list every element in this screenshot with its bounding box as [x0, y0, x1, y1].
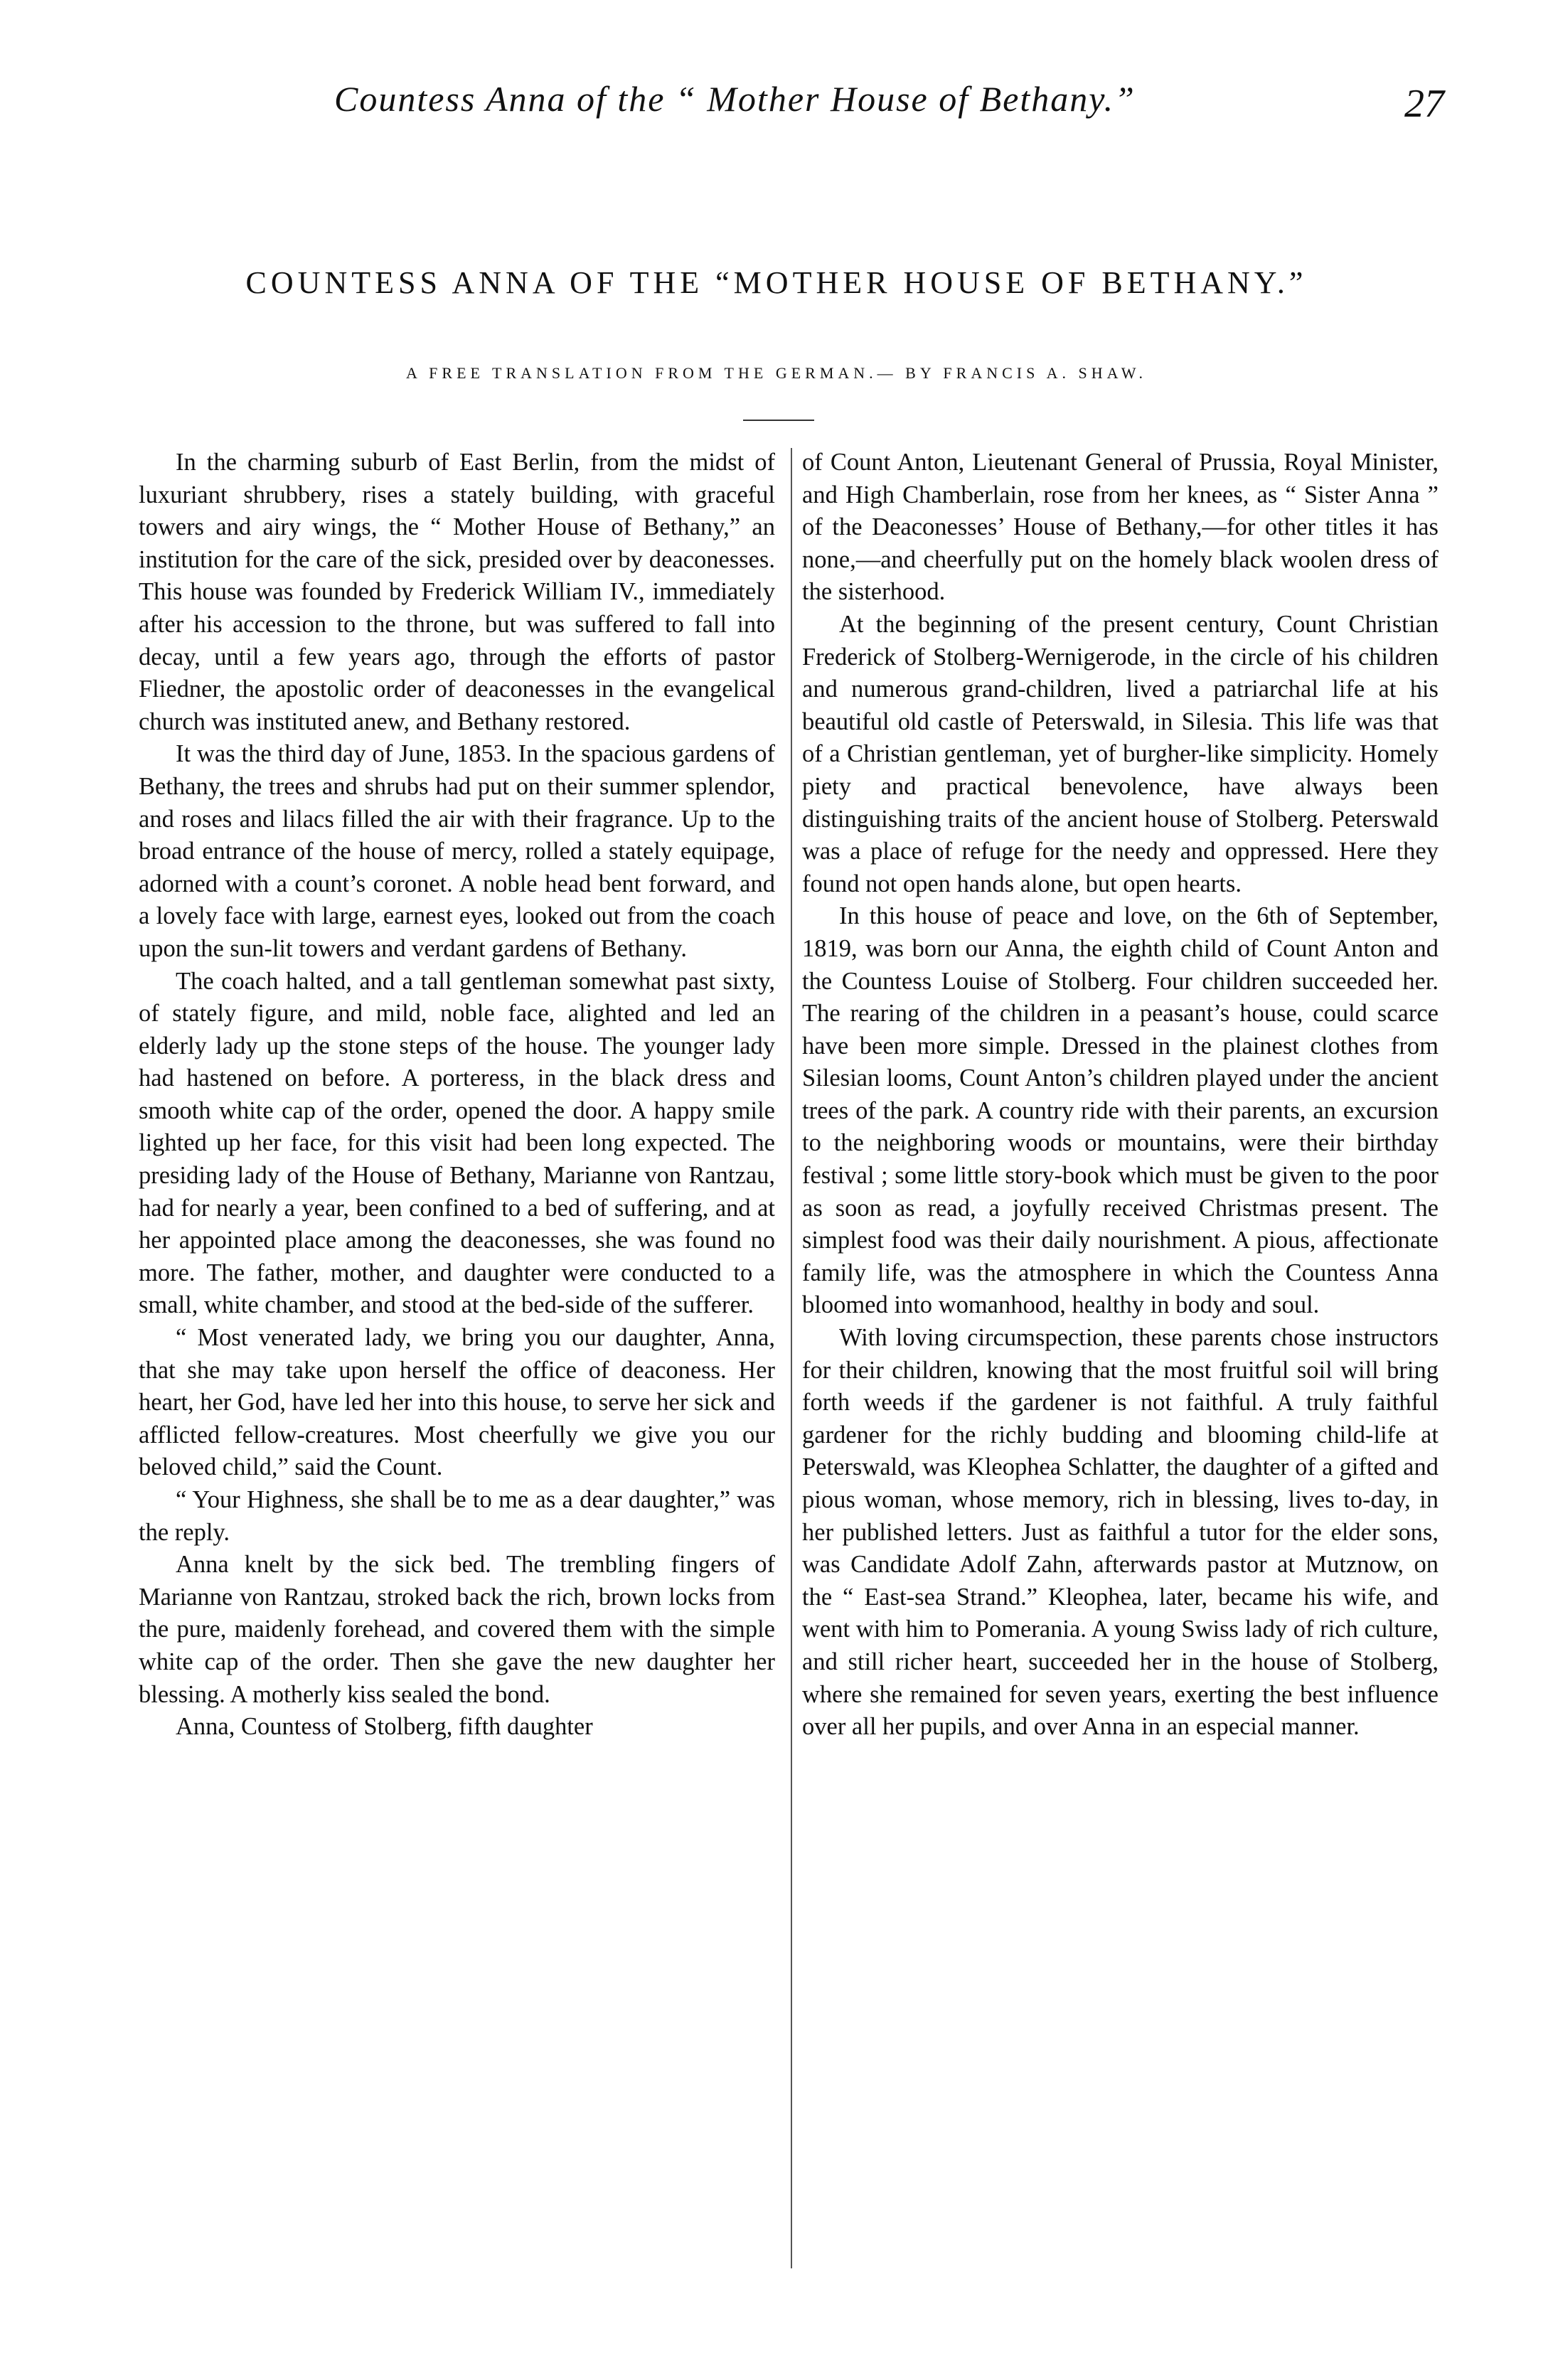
paragraph: It was the third day of June, 1853. In the spacious gardens of Bethany, the trees and shrubs had put on their summer splendor, and roses and lilacs filled the air with their fragrance. Up to the broad entrance of the house of mercy, rolled a stately equipage, adorned with a count’s coronet. A noble head bent forward, and a lovely face with large, earnest eyes, looked out from the coach upon the sun-lit towers and verdant gardens of Bethany. [139, 740, 775, 962]
paragraph: In the charming suburb of East Berlin, from the midst of luxuriant shrubbery, rises a stately building, with graceful towers and airy wings, the “ Mother House of Bethany,” an institution for the care of the sick, presided over by deaconesses. This house was founded by Frederick William IV., immediately after his accession to the throne, but was suffered to fall into decay, until a few years ago, through the efforts of pastor Fliedner, the apostolic order of deaconesses in the evangelical church was instituted anew, and Bethany restored. [139, 449, 775, 735]
left-column [139, 447, 775, 1744]
paragraph: The coach halted, and a tall gentleman somewhat past sixty, of stately figure, and mild, noble face, alighted and led an elderly lady up the stone steps of the house. The younger lady had hastened on before. A porteress, in the black dress and smooth white cap of the order, opened the door. A happy smile lighted up her face, for this visit had been long expected. The presiding lady of the House of Bethany, Marianne von Rantzau, had for nearly a year, been confined to a bed of suffering, and at her appointed place among the deaconesses, she was found no more. The father, mother, and daughter were conducted to a small, white chamber, and stood at the bed-side of the sufferer. [139, 967, 775, 1319]
paragraph: Anna knelt by the sick bed. The trembling fingers of Marianne von Rantzau, stroked back the rich, brown locks from the pure, maidenly forehead, and covered them with the simple white cap of the order. Then she gave the new daughter her blessing. A motherly kiss sealed the bond. [139, 1551, 775, 1708]
right-column [802, 447, 1439, 1744]
title-rule [743, 420, 814, 421]
byline: A FREE TRANSLATION FROM THE GERMAN.— BY FRANCIS A. SHAW. [405, 364, 1147, 382]
running-head [0, 71, 1553, 135]
column-divider [791, 448, 792, 2268]
running-title: Countess Anna of the “ Mother House of Bethany.” [334, 79, 1136, 119]
paragraph: In this house of peace and love, on the 6th of September, 1819, was born our Anna, the eighth child of Count Anton and the Countess Louise of Stolberg. Four children succeeded her. The rearing of the children in a peasant’s house, could scarce have been more simple. Dressed in the plainest clothes from Silesian looms, Count Anton’s children played under the ancient trees of the park. A country ride with their parents, an excursion to the neighboring woods or mountains, were their birthday festival ; some little story-book which must be given to the poor as soon as read, a joyfully received Christmas present. The simplest food was their daily nourishment. A pious, affectionate family life, was the atmosphere in which the Countess Anna bloomed into womanhood, healthy in body and soul. [802, 902, 1439, 1319]
paragraph: At the beginning of the present century, Count Christian Frederick of Stolberg-Wernigerode, in the circle of his children and numerous grand-children, lived a patriarchal life at his beautiful old castle of Peterswald, in Silesia. This life was that of a Christian gentleman, yet of burgher-like simplicity. Homely piety and practical benevolence, have always been distinguishing traits of the ancient house of Stolberg. Peterswald was a place of refuge for the needy and oppressed. Here they found not open hands alone, but open hearts. [802, 610, 1439, 897]
paragraph: Anna, Countess of Stolberg, fifth daughter [176, 1713, 593, 1741]
paragraph-continuation: of Count Anton, Lieutenant General of Prussia, Royal Minister, and High Chamberlain, rose from her knees, as “ Sister Anna ” of the Deaconesses’ House of Bethany,—for other titles it has none,—and cheerfully put on the homely black woolen dress of the sisterhood. [802, 449, 1439, 606]
paragraph: “ Your Highness, she shall be to me as a dear daughter,” was the reply. [139, 1486, 775, 1546]
paragraph: With loving circumspection, these parents chose instructors for their children, knowing that the most fruitful soil will bring forth weeds if the gardener is not faithful. A truly faithful gardener for the richly budding and blooming child-life at Peterswald, was Kleophea Schlatter, the daughter of a gifted and pious woman, whose memory, rich in blessing, lives to-day, in her published letters. Just as faithful a tutor for the elder sons, was Candidate Adolf Zahn, afterwards pastor at Mutznow, on the “ East-sea Strand.” Kleophea, later, became his wife, and went with him to Pomerania. A young Swiss lady of rich culture, and still richer heart, succeeded her in the house of Stolberg, where she remained for seven years, exerting the best influence over all her pupils, and over Anna in an especial manner. [802, 1324, 1439, 1741]
paragraph: “ Most venerated lady, we bring you our daughter, Anna, that she may take upon herself the office of deaconess. Her heart, her God, have led her into this house, to serve her sick and afflicted fellow-creatures. Most cheerfully we give you our beloved child,” said the Count. [139, 1324, 775, 1481]
page-number: 27 [1404, 82, 1444, 126]
article-title: COUNTESS ANNA OF THE “MOTHER HOUSE OF BETHANY.” [245, 265, 1308, 300]
